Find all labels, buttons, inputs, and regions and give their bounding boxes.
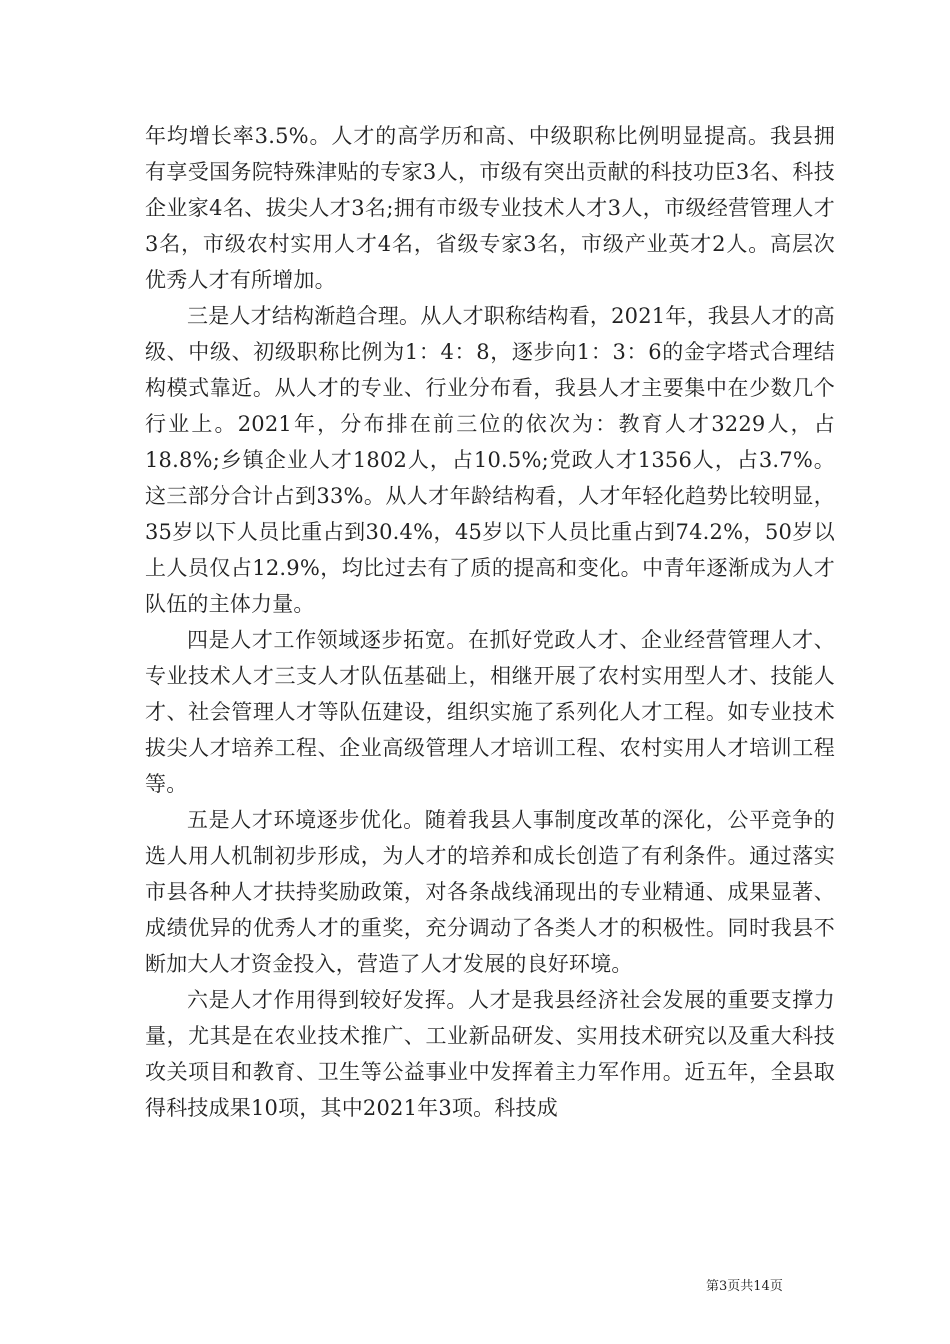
- paragraph: 四是人才工作领域逐步拓宽。在抓好党政人才、企业经营管理人才、专业技术人才三支人才队伍基础上，相继开展了农村实用型人才、技能人才、社会管理人才等队伍建设，组织实施了系列化人才工程。如专业技术拔尖人才培养工程、企业高级管理人才培训工程、农村实用人才培训工程等。: [145, 628, 835, 796]
- document-body: [145, 118, 835, 1126]
- page-number: 第3页共14页: [706, 1279, 783, 1294]
- paragraph: 五是人才环境逐步优化。随着我县人事制度改革的深化，公平竞争的选人用人机制初步形成，为人才的培养和成长创造了有利条件。通过落实市县各种人才扶持奖励政策，对各条战线涌现出的专业精通、成果显著、成绩优异的优秀人才的重奖，充分调动了各类人才的积极性。同时我县不断加大人才资金投入，营造了人才发展的良好环境。: [145, 808, 835, 976]
- paragraph: 年均增长率3.5%。人才的高学历和高、中级职称比例明显提高。我县拥有享受国务院特殊津贴的专家3人，市级有突出贡献的科技功臣3名、科技企业家4名、拔尖人才3名;拥有市级专业技术人才3人，市级经营管理人才3名，市级农村实用人才4名，省级专家3名，市级产业英才2人。高层次优秀人才有所增加。: [145, 124, 835, 292]
- paragraph: 六是人才作用得到较好发挥。人才是我县经济社会发展的重要支撑力量，尤其是在农业技术推广、工业新品研发、实用技术研究以及重大科技攻关项目和教育、卫生等公益事业中发挥着主力军作用。近五年，全县取得科技成果10项，其中2021年3项。科技成: [145, 988, 835, 1120]
- paragraph: 三是人才结构渐趋合理。从人才职称结构看，2021年，我县人才的高级、中级、初级职称比例为1：4：8，逐步向1：3：6的金字塔式合理结构模式靠近。从人才的专业、行业分布看，我县人才主要集中在少数几个行业上。2021年，分布排在前三位的依次为：教育人才3229人，占18.8%;乡镇企业人才1802人，占10.5%;党政人才1356人，占3.7%。这三部分合计占到33%。从人才年龄结构看，人才年轻化趋势比较明显，35岁以下人员比重占到30.4%，45岁以下人员比重占到74.2%，50岁以上人员仅占12.9%，均比过去有了质的提高和变化。中青年逐渐成为人才队伍的主体力量。: [145, 304, 835, 616]
